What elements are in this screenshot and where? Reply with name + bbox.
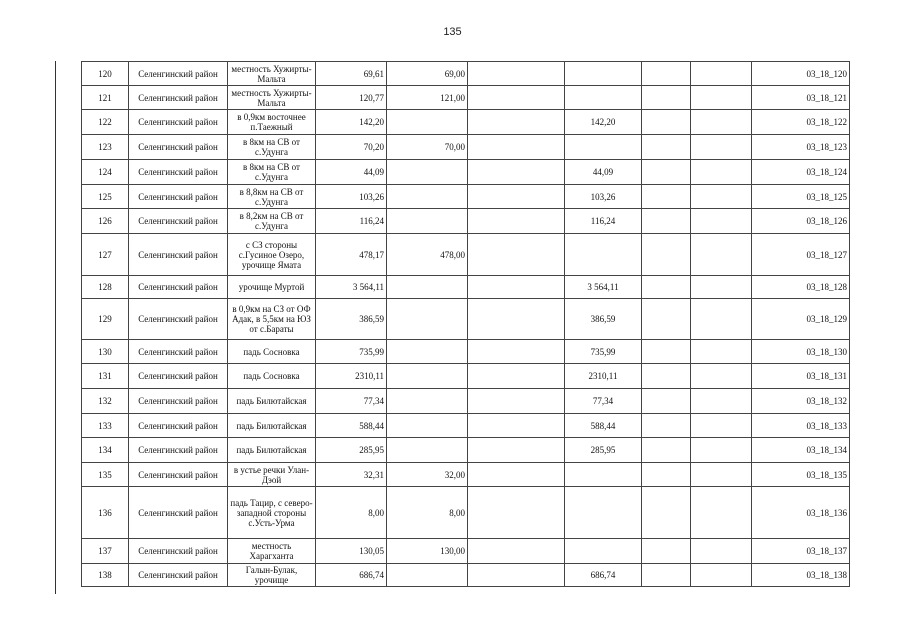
area-col-5-cell	[691, 299, 752, 340]
row-number: 127	[82, 234, 129, 276]
table-row	[82, 234, 850, 276]
area-cell: 120,77	[316, 86, 387, 110]
area-col-4-cell	[642, 276, 691, 299]
area-col-1-cell	[387, 299, 468, 340]
area-col-4-cell	[642, 564, 691, 587]
row-number: 132	[82, 389, 129, 414]
area-col-4-cell	[642, 299, 691, 340]
area-col-2-cell	[468, 185, 565, 209]
district-cell: Селенгинский район	[129, 110, 228, 135]
area-col-4-cell	[642, 487, 691, 539]
area-col-3-cell	[565, 86, 642, 110]
area-col-3-cell	[565, 234, 642, 276]
area-col-1-cell	[387, 438, 468, 463]
row-number: 120	[82, 62, 129, 86]
area-col-2-cell	[468, 364, 565, 389]
location-cell: падь Билютайская	[228, 414, 316, 438]
area-col-1-cell: 8,00	[387, 487, 468, 539]
table-row	[82, 86, 850, 110]
row-number: 125	[82, 185, 129, 209]
code-cell: 03_18_129	[752, 299, 850, 340]
area-col-3-cell: 3 564,11	[565, 276, 642, 299]
location-cell: местность Харагханта	[228, 539, 316, 564]
code-cell: 03_18_126	[752, 209, 850, 234]
location-cell: в 8,2км на СВ от с.Удунга	[228, 209, 316, 234]
area-col-3-cell	[565, 62, 642, 86]
area-col-4-cell	[642, 209, 691, 234]
area-col-2-cell	[468, 110, 565, 135]
area-col-1-cell: 70,00	[387, 135, 468, 160]
area-col-5-cell	[691, 86, 752, 110]
area-cell: 69,61	[316, 62, 387, 86]
code-cell: 03_18_124	[752, 160, 850, 185]
code-cell: 03_18_134	[752, 438, 850, 463]
area-col-1-cell	[387, 185, 468, 209]
district-cell: Селенгинский район	[129, 160, 228, 185]
row-number: 135	[82, 463, 129, 487]
area-col-4-cell	[642, 234, 691, 276]
area-col-1-cell: 121,00	[387, 86, 468, 110]
area-col-2-cell	[468, 487, 565, 539]
area-cell: 686,74	[316, 564, 387, 587]
area-col-5-cell	[691, 340, 752, 364]
area-col-1-cell	[387, 110, 468, 135]
area-col-5-cell	[691, 234, 752, 276]
table-row	[82, 185, 850, 209]
area-col-3-cell: 285,95	[565, 438, 642, 463]
area-cell: 386,59	[316, 299, 387, 340]
row-number: 128	[82, 276, 129, 299]
table-row	[82, 438, 850, 463]
district-cell: Селенгинский район	[129, 135, 228, 160]
area-col-5-cell	[691, 62, 752, 86]
location-cell: с СЗ стороны с.Гусиное Озеро, урочище Ямата	[228, 234, 316, 276]
area-col-3-cell: 686,74	[565, 564, 642, 587]
area-cell: 32,31	[316, 463, 387, 487]
table-row	[82, 276, 850, 299]
area-col-2-cell	[468, 564, 565, 587]
area-col-5-cell	[691, 539, 752, 564]
area-col-3-cell	[565, 463, 642, 487]
area-col-2-cell	[468, 62, 565, 86]
area-col-5-cell	[691, 463, 752, 487]
area-col-1-cell: 32,00	[387, 463, 468, 487]
area-col-1-cell: 478,00	[387, 234, 468, 276]
table-row	[82, 414, 850, 438]
area-col-1-cell	[387, 276, 468, 299]
area-col-2-cell	[468, 438, 565, 463]
district-cell: Селенгинский район	[129, 414, 228, 438]
area-col-4-cell	[642, 110, 691, 135]
row-number: 137	[82, 539, 129, 564]
code-cell: 03_18_133	[752, 414, 850, 438]
area-cell: 735,99	[316, 340, 387, 364]
code-cell: 03_18_123	[752, 135, 850, 160]
area-col-5-cell	[691, 414, 752, 438]
area-col-3-cell: 116,24	[565, 209, 642, 234]
area-col-2-cell	[468, 340, 565, 364]
row-number: 121	[82, 86, 129, 110]
code-cell: 03_18_120	[752, 62, 850, 86]
code-cell: 03_18_131	[752, 364, 850, 389]
area-col-4-cell	[642, 414, 691, 438]
location-cell: в 0,9км на СЗ от ОФ Адак, в 5,5км на ЮЗ от с.Бараты	[228, 299, 316, 340]
row-number: 138	[82, 564, 129, 587]
area-col-3-cell: 77,34	[565, 389, 642, 414]
district-cell: Селенгинский район	[129, 539, 228, 564]
page-number: 135	[443, 26, 462, 38]
margin-line	[55, 61, 56, 594]
land-plots-table	[81, 61, 850, 587]
area-col-2-cell	[468, 389, 565, 414]
district-cell: Селенгинский район	[129, 564, 228, 587]
area-col-1-cell	[387, 209, 468, 234]
area-col-5-cell	[691, 160, 752, 185]
table-row	[82, 487, 850, 539]
location-cell: падь Сосновка	[228, 364, 316, 389]
location-cell: Галын-Булак, урочище	[228, 564, 316, 587]
row-number: 133	[82, 414, 129, 438]
area-col-3-cell: 386,59	[565, 299, 642, 340]
location-cell: в 8км на СВ от с.Удунга	[228, 160, 316, 185]
code-cell: 03_18_127	[752, 234, 850, 276]
district-cell: Селенгинский район	[129, 389, 228, 414]
row-number: 136	[82, 487, 129, 539]
area-col-4-cell	[642, 185, 691, 209]
table-row	[82, 539, 850, 564]
table-row	[82, 110, 850, 135]
code-cell: 03_18_122	[752, 110, 850, 135]
area-cell: 3 564,11	[316, 276, 387, 299]
area-col-2-cell	[468, 135, 565, 160]
code-cell: 03_18_137	[752, 539, 850, 564]
area-col-4-cell	[642, 438, 691, 463]
area-col-2-cell	[468, 276, 565, 299]
location-cell: падь Билютайская	[228, 389, 316, 414]
area-col-1-cell: 69,00	[387, 62, 468, 86]
table-row	[82, 389, 850, 414]
district-cell: Селенгинский район	[129, 438, 228, 463]
district-cell: Селенгинский район	[129, 276, 228, 299]
area-col-5-cell	[691, 487, 752, 539]
code-cell: 03_18_125	[752, 185, 850, 209]
location-cell: урочище Муртой	[228, 276, 316, 299]
district-cell: Селенгинский район	[129, 86, 228, 110]
table-row	[82, 299, 850, 340]
table-row	[82, 209, 850, 234]
district-cell: Селенгинский район	[129, 209, 228, 234]
table-row	[82, 364, 850, 389]
area-col-4-cell	[642, 389, 691, 414]
area-col-4-cell	[642, 340, 691, 364]
area-col-5-cell	[691, 438, 752, 463]
area-col-1-cell	[387, 340, 468, 364]
code-cell: 03_18_128	[752, 276, 850, 299]
table-row	[82, 160, 850, 185]
location-cell: местность Хужирты-Мальта	[228, 86, 316, 110]
area-col-3-cell: 2310,11	[565, 364, 642, 389]
area-cell: 77,34	[316, 389, 387, 414]
area-cell: 44,09	[316, 160, 387, 185]
area-cell: 285,95	[316, 438, 387, 463]
area-col-3-cell	[565, 539, 642, 564]
area-col-5-cell	[691, 389, 752, 414]
area-col-2-cell	[468, 299, 565, 340]
row-number: 122	[82, 110, 129, 135]
area-col-1-cell: 130,00	[387, 539, 468, 564]
code-cell: 03_18_132	[752, 389, 850, 414]
district-cell: Селенгинский район	[129, 299, 228, 340]
area-col-3-cell: 44,09	[565, 160, 642, 185]
table-row	[82, 340, 850, 364]
code-cell: 03_18_135	[752, 463, 850, 487]
area-col-2-cell	[468, 539, 565, 564]
area-cell: 2310,11	[316, 364, 387, 389]
table-row	[82, 463, 850, 487]
area-col-3-cell: 588,44	[565, 414, 642, 438]
area-col-4-cell	[642, 86, 691, 110]
area-col-3-cell: 142,20	[565, 110, 642, 135]
area-col-5-cell	[691, 185, 752, 209]
table-row	[82, 62, 850, 86]
location-cell: в 0,9км восточнее п.Таежный	[228, 110, 316, 135]
code-cell: 03_18_121	[752, 86, 850, 110]
area-col-3-cell: 103,26	[565, 185, 642, 209]
area-col-2-cell	[468, 86, 565, 110]
district-cell: Селенгинский район	[129, 364, 228, 389]
area-col-2-cell	[468, 160, 565, 185]
area-col-4-cell	[642, 364, 691, 389]
area-cell: 103,26	[316, 185, 387, 209]
area-col-4-cell	[642, 62, 691, 86]
area-col-4-cell	[642, 135, 691, 160]
code-cell: 03_18_138	[752, 564, 850, 587]
area-col-5-cell	[691, 110, 752, 135]
area-col-5-cell	[691, 564, 752, 587]
row-number: 126	[82, 209, 129, 234]
code-cell: 03_18_130	[752, 340, 850, 364]
row-number: 131	[82, 364, 129, 389]
location-cell: падь Сосновка	[228, 340, 316, 364]
area-col-4-cell	[642, 539, 691, 564]
area-col-5-cell	[691, 364, 752, 389]
area-col-3-cell	[565, 135, 642, 160]
area-cell: 130,05	[316, 539, 387, 564]
area-cell: 142,20	[316, 110, 387, 135]
district-cell: Селенгинский район	[129, 340, 228, 364]
area-col-1-cell	[387, 564, 468, 587]
location-cell: в 8,8км на СВ от с.Удунга	[228, 185, 316, 209]
area-col-5-cell	[691, 135, 752, 160]
row-number: 134	[82, 438, 129, 463]
location-cell: падь Тацир, с северо-западной стороны с.Усть-Урма	[228, 487, 316, 539]
area-col-2-cell	[468, 209, 565, 234]
area-col-1-cell	[387, 364, 468, 389]
area-col-1-cell	[387, 160, 468, 185]
row-number: 130	[82, 340, 129, 364]
area-cell: 8,00	[316, 487, 387, 539]
table-row	[82, 564, 850, 587]
area-col-4-cell	[642, 463, 691, 487]
area-col-2-cell	[468, 414, 565, 438]
area-cell: 70,20	[316, 135, 387, 160]
district-cell: Селенгинский район	[129, 185, 228, 209]
location-cell: местность Хужирты-Мальта	[228, 62, 316, 86]
district-cell: Селенгинский район	[129, 463, 228, 487]
row-number: 129	[82, 299, 129, 340]
district-cell: Селенгинский район	[129, 487, 228, 539]
area-col-3-cell	[565, 487, 642, 539]
area-col-1-cell	[387, 414, 468, 438]
area-cell: 478,17	[316, 234, 387, 276]
area-col-1-cell	[387, 389, 468, 414]
district-cell: Селенгинский район	[129, 62, 228, 86]
area-col-4-cell	[642, 160, 691, 185]
district-cell: Селенгинский район	[129, 234, 228, 276]
row-number: 124	[82, 160, 129, 185]
code-cell: 03_18_136	[752, 487, 850, 539]
location-cell: в 8км на СВ от с.Удунга	[228, 135, 316, 160]
area-col-5-cell	[691, 276, 752, 299]
table-row	[82, 135, 850, 160]
area-cell: 588,44	[316, 414, 387, 438]
area-cell: 116,24	[316, 209, 387, 234]
table-body	[82, 62, 850, 587]
location-cell: падь Билютайская	[228, 438, 316, 463]
area-col-5-cell	[691, 209, 752, 234]
location-cell: в устье речки Улан-Дэой	[228, 463, 316, 487]
area-col-3-cell: 735,99	[565, 340, 642, 364]
row-number: 123	[82, 135, 129, 160]
area-col-2-cell	[468, 234, 565, 276]
area-col-2-cell	[468, 463, 565, 487]
